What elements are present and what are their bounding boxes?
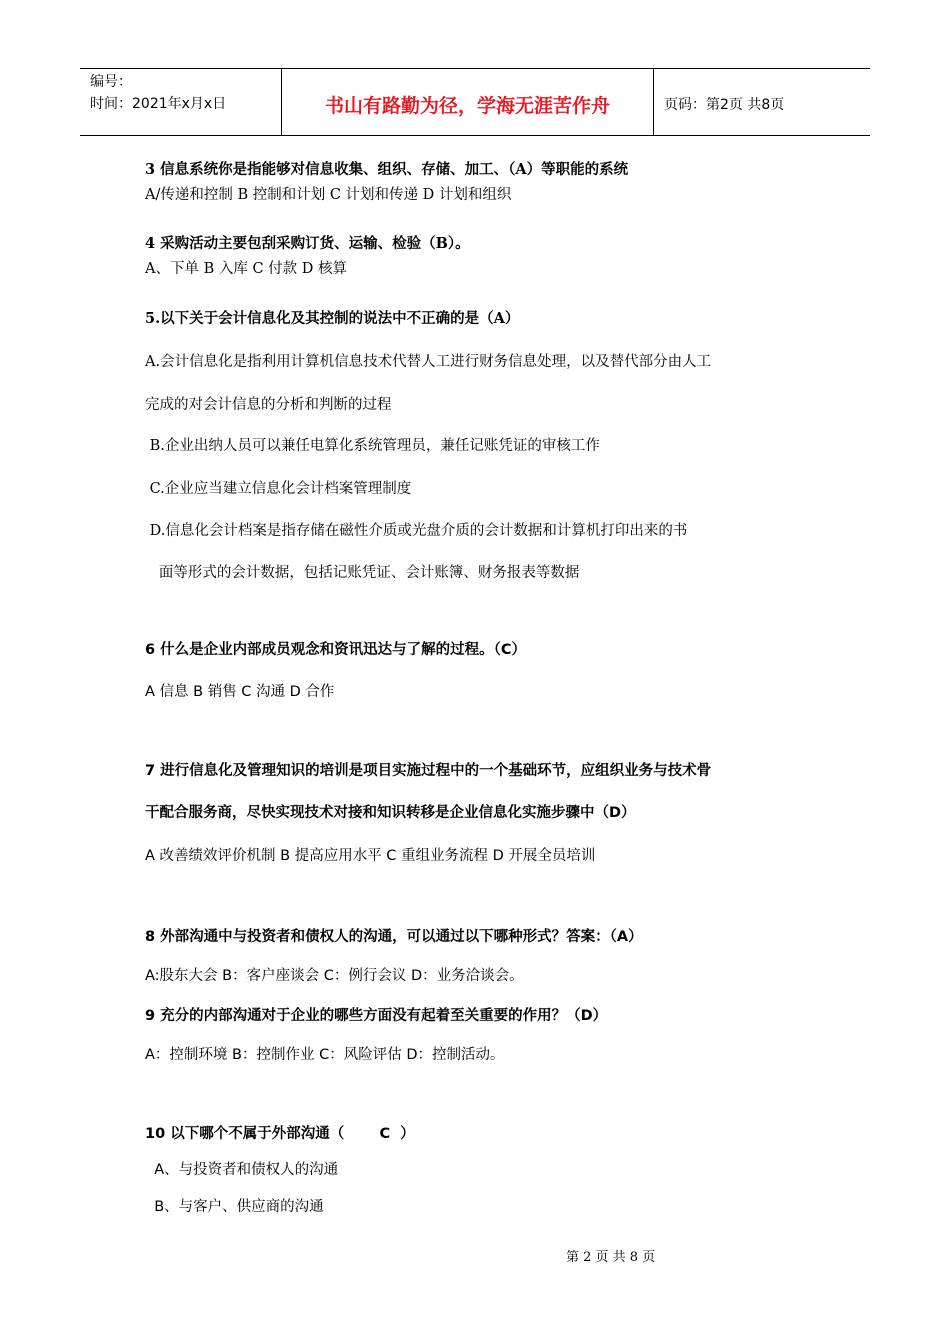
- question-9-text: 9 充分的内部沟通对于企业的哪些方面没有起着至关重要的作用？（D）: [145, 1008, 608, 1024]
- document-header: [80, 68, 870, 136]
- question-7-text-line2: 干配合服务商，尽快实现技术对接和知识转移是企业信息化实施步骤中（D）: [145, 805, 636, 821]
- question-9-options: A：控制环境 B：控制作业 C：风险评估 D：控制活动。: [145, 1047, 505, 1063]
- header-meta-cell: [80, 69, 282, 135]
- question-6-text: 6 什么是企业内部成员观念和资讯迅达与了解的过程。（C）: [145, 642, 527, 658]
- header-motto: 书山有路勤为径，学海无涯苦作舟: [282, 69, 654, 135]
- question-5-option-a-line2: 完成的对会计信息的分析和判断的过程: [145, 397, 392, 413]
- question-7-options: A 改善绩效评价机制 B 提高应用水平 C 重组业务流程 D 开展全员培训: [145, 848, 596, 864]
- question-4-options: A、下单 B 入库 C 付款 D 核算: [145, 261, 348, 277]
- question-7-text-line1: 7 进行信息化及管理知识的培训是项目实施过程中的一个基础环节，应组织业务与技术骨: [145, 763, 712, 779]
- question-5-text: 5.以下关于会计信息化及其控制的说法中不正确的是（A）: [145, 310, 520, 327]
- question-4-text: 4 采购活动主要包刮采购订货、运输、检验（B）。: [145, 235, 470, 252]
- header-number-label: 编号：: [90, 74, 132, 90]
- header-page-info: 页码：第2页 共8页: [664, 97, 785, 113]
- question-3-options: A/传递和控制 B 控制和计划 C 计划和传递 D 计划和组织: [145, 187, 512, 203]
- question-3-text: 3 信息系统你是指能够对信息收集、组织、存储、加工、（A）等职能的系统: [145, 161, 629, 178]
- question-10-option-a: A、与投资者和债权人的沟通: [145, 1162, 339, 1178]
- question-5-option-c: C.企业应当建立信息化会计档案管理制度: [145, 481, 412, 497]
- question-8-options: A:股东大会 B：客户座谈会 C：例行会议 D：业务洽谈会。: [145, 968, 524, 984]
- question-5-option-d-line2: 面等形式的会计数据，包括记账凭证、会计账簿、财务报表等数据: [145, 565, 580, 581]
- question-10-text: 10 以下哪个不属于外部沟通（ C ）: [145, 1126, 415, 1142]
- footer-page-number: 第 2 页 共 8 页: [566, 1250, 656, 1265]
- question-5-option-a-line1: A.会计信息化是指利用计算机信息技术代替人工进行财务信息处理，以及替代部分由人工: [145, 354, 712, 370]
- question-8-text: 8 外部沟通中与投资者和债权人的沟通，可以通过以下哪种形式？答案：（A）: [145, 929, 643, 945]
- question-10-option-b: B、与客户、供应商的沟通: [145, 1199, 324, 1215]
- question-5-option-b: B.企业出纳人员可以兼任电算化系统管理员，兼任记账凭证的审核工作: [145, 438, 600, 454]
- header-time-label: 时间：2021年x月x日: [90, 96, 227, 112]
- question-6-options: A 信息 B 销售 C 沟通 D 合作: [145, 684, 335, 700]
- question-5-option-d-line1: D.信息化会计档案是指存储在磁性介质或光盘介质的会计数据和计算机打印出来的书: [145, 523, 688, 539]
